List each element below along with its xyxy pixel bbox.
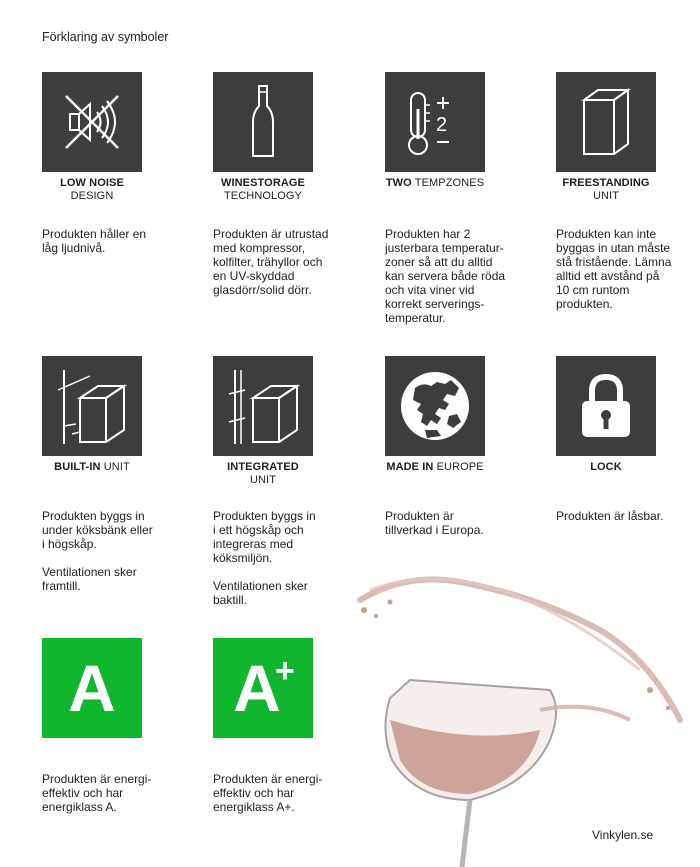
symbol-label: TWO TEMPZONES: [385, 177, 485, 189]
symbol-description: Produkten är tillverkad i Europa.: [385, 509, 484, 537]
symbol-label: LOCK: [590, 461, 622, 473]
padlock-icon: [556, 356, 656, 456]
symbol-description: Produkten håller en låg ljudnivå.: [42, 227, 147, 255]
low-noise-icon: [42, 72, 142, 172]
built-in-icon: [42, 356, 142, 456]
wine-glass-splash-image: [350, 570, 695, 867]
energy-plus: +: [275, 652, 295, 690]
symbol-description: Produkten är utrustad med kompressor, kolfilter, trähyllor och en UV-skyddad glasdörr/solid dörr.: [213, 227, 329, 297]
symbol-lock: [556, 356, 700, 474]
symbol-description: Produkten byggs in i ett högskåp och integreras med köksmiljön. Ventilationen sker baktill.: [213, 509, 316, 607]
symbol-made-in-europe: [385, 356, 535, 474]
symbol-integrated: [213, 356, 363, 487]
symbol-label: MADE IN EUROPE: [386, 461, 484, 473]
symbol-label: BUILT-IN UNIT: [54, 461, 130, 473]
energy-description: Produkten är energi- effektiv och har energiklass A.: [42, 772, 152, 814]
energy-description: Produkten är energi- effektiv och har energiklass A+.: [213, 772, 323, 814]
symbol-label: WINESTORAGE TECHNOLOGY: [220, 177, 305, 202]
symbol-description: Produkten är låsbar.: [556, 509, 664, 523]
symbol-two-tempzones: [385, 72, 535, 190]
energy-label-a-plus: [213, 638, 313, 738]
freestanding-icon: [556, 72, 656, 172]
globe-europe-icon: [385, 356, 485, 456]
symbol-description: Produkten har 2 justerbara temperatur- zoner så att du alltid kan servera både röda och vita viner vid korrekt serverings- temperatur.: [385, 227, 506, 325]
svg-text:2: 2: [436, 114, 448, 136]
symbol-label: LOW NOISE DESIGN: [60, 177, 124, 202]
energy-class-a-plus: [213, 638, 363, 738]
symbol-description: Produkten byggs in under köksbänk eller i högskåp. Ventilationen sker framtill.: [42, 509, 153, 593]
energy-class-a: [42, 638, 192, 738]
symbol-winestorage: [213, 72, 363, 203]
energy-label-a: [42, 638, 142, 738]
brand-name: Vinkylen.se: [592, 828, 654, 842]
symbol-label: FREESTANDING UNIT: [562, 177, 650, 202]
symbol-built-in: [42, 356, 192, 474]
wine-bottle-icon: [213, 72, 313, 172]
symbol-label: INTEGRATED UNIT: [227, 461, 299, 486]
symbol-description: Produkten kan inte byggas in utan måste stå fristående. Lämna alltid ett avstånd på 10 cm runtom produkten.: [556, 227, 672, 311]
page-title: Förklaring av symboler: [42, 30, 169, 44]
two-tempzones-icon: [385, 72, 485, 172]
integrated-icon: [213, 356, 313, 456]
symbol-freestanding: [556, 72, 700, 203]
symbol-low-noise: [42, 72, 192, 203]
energy-letter: A: [68, 651, 116, 725]
energy-letter: A: [233, 651, 281, 725]
